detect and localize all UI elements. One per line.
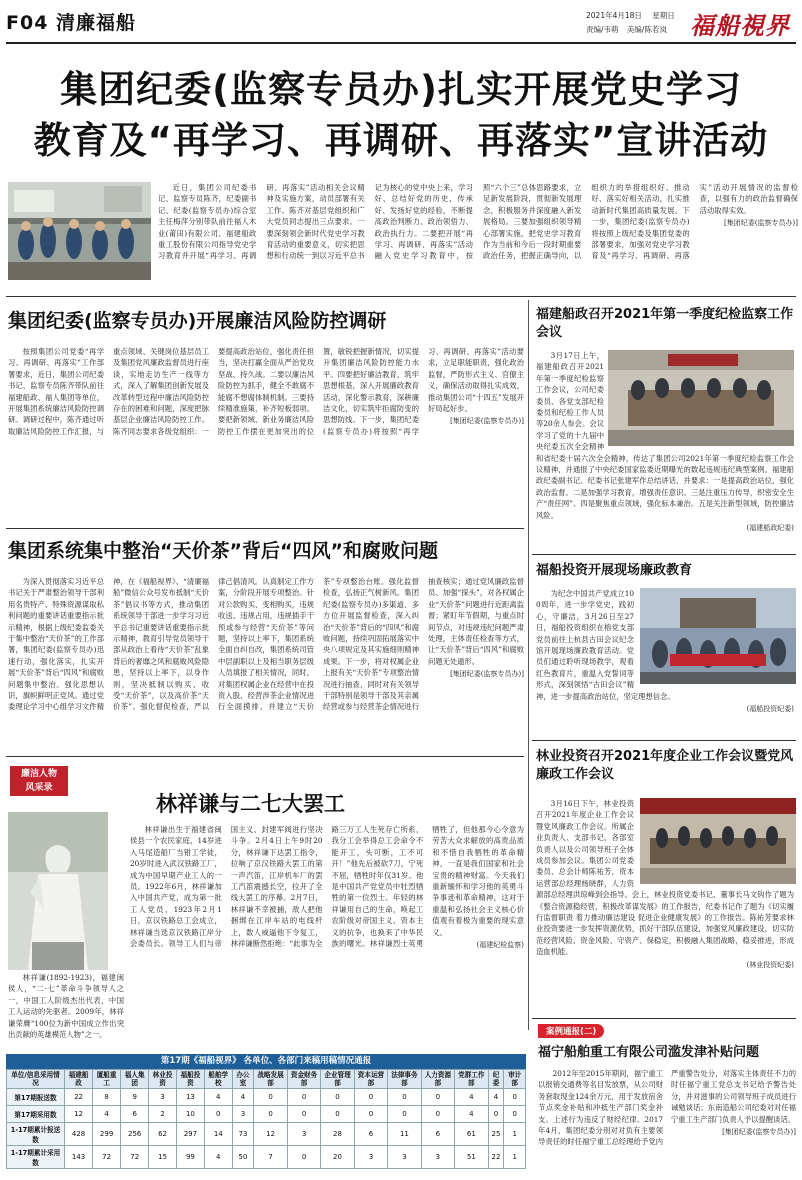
a6-body-text: 3月16日下午，林业投资召开2021年度企业工作会议暨党风廉政工作会议。所属企业负责人、支部书记、各部室负责人以及公司领导班子全体成员参加会议。集团公司党委委员、总会计师陈祐芳，资本运营部总经理杨晓群，人力资源部总经理洪琼峰到会指导。会上，林业投资党委书记、董事长马文钩作了题为《整合资源稳经营，积极改革谋发展》的工作报告，纪委书记作了题为《切实履行监督职责 着力推动廉洁建设 促进企业健康发展》的工作报告。陈祐芳要求林业投资要进一步发挥资源优势，抓好干部队伍建设，加强党风廉政建设，切实防范经营风险、资金风险、守资产、保稳定，积极融入集团战略，稳妥推进，形成造血机能。 xyxy=(536,799,794,957)
stats-cell: 0 xyxy=(321,1089,355,1106)
stats-cell: 0 xyxy=(287,1146,320,1169)
stats-cell: 0 xyxy=(488,1106,504,1123)
stats-cell: 2 xyxy=(149,1106,177,1123)
stats-header-row xyxy=(7,1070,526,1089)
stats-cell: 4 xyxy=(204,1146,232,1169)
stats-cell: 4 xyxy=(93,1106,121,1123)
brand-logo: 福船視界 xyxy=(690,11,790,40)
stats-cell: 28 xyxy=(321,1123,355,1146)
a3-title: 福建船政召开2021年第一季度纪检监察工作会议 xyxy=(536,307,794,340)
lead-title-line2: 教育及“再学习、再调研、再落实”宣讲活动 xyxy=(33,119,769,162)
divider-a3 xyxy=(532,554,796,555)
a2-body-text: 按照集团公司党委“再学习、再调研、再落实”工作部署要求，近日，集团公司纪委书记、监察专员陈齐带队前往福建船政、福人集团等单位，开展集团系统廉洁风险防控调研。调研过程中，陈齐通过听取廉洁风险防控工作汇报，与重点领域、关键岗位基层员工及集团党风廉政监督员进行座谈，实地走访生产一线等方式，深入了解集团创新发展及改革转型过程中廉洁风险防控存在的困难和问题，深度把脉基层企业廉洁风险防控工作。陈齐同志要求各级党组织：一要提高政治站位，强化责任担当，坚决打赢全面从严治党攻坚战、持久战。二要以廉洁风险防控为抓手，健全不敢腐不能腐不想腐体制机制。三要持续精准施策，补齐短板弱项。要把新领域、新业务廉洁风险防控工作摆在更加突出的位置，敏锐把握新情况，切实提升集团廉洁风险防控能力水平。四要把好廉洁教育，筑牢思想根基，深入开展廉政教育活动，深化警示教育，深耕廉洁文化，切实筑牢拒腐防变的思想防线。下一步，集团纪委(监察专员办)将按照“再学习、再调研、再落实”活动要求，立足职能职责，强化政治监督，严防形式主义、官僚主义，确保活动取得扎实成效，推动集团公司“十四五”发展开好局起好步。 xyxy=(8,347,524,436)
vrule-right xyxy=(528,300,529,1030)
stats-cell: 428 xyxy=(65,1123,93,1146)
stats-cell: 7 xyxy=(254,1146,288,1169)
stats-cell: 0 xyxy=(421,1089,454,1106)
stats-cell: 4 xyxy=(455,1106,489,1123)
stats-cell: 3 xyxy=(388,1146,422,1169)
stats-cell: 10 xyxy=(176,1106,204,1123)
a4-body xyxy=(8,576,524,748)
stats-header-cell: 办公室 xyxy=(232,1070,254,1089)
stats-cell: 0 xyxy=(388,1089,422,1106)
a7-tag-line2: 风采录 xyxy=(25,783,53,793)
stats-cell: 25 xyxy=(488,1123,504,1146)
a4-body-text: 为深入贯彻落实习近平总书记关于严肃整治领导干部利用名贵特产、特殊资源谋取私利问题的重要讲话重要指示批示精神，根据上级纪委监委关于集中整治“天价茶”的工作部署，集团纪委(监察专员办)迅速行动，强化落实，扎实开展“天价茶”背后“四风”和腐败问题集中整治。强化思想认识，旗帜鲜明正党风。通过党委理论学习中心组学习文件精神，在《福船视界》、“清廉福船”微信公众号发布抵制“天价茶”倡议书等方式，推动集团系统领导干部进一步学习习近平总书记重要讲话重要指示批示精神，教育引导党员领导干部从政治上看待“天价茶”乱象背后的奢靡之风和腐败风险隐患，坚持以上率下，以身作则，坚决抵制以购买、收受“天价茶”，以及高价茶“天价茶”。强化督促检查，严以律己倡清风。认真制定工作方案，分阶段开展专项整治。针对公款购买、变相购买，违规收送、违规占用，违规插手干预或参与经营“天价茶”等问题，坚持以上率下，集团系统全面自纠自改，集团系统司管中层副职以上及相当职务层级人员填报了相关情况，同时，对集团权属企业在经营中在投资入股、经营涉茶企业情况进行全面摸排，并建立“天价茶”专项整治台账。强化监督检查，弘扬正气树新风。集团纪委(监察专员办)多渠道、多方位开展监督检查，深入纠治“天价茶”背后的“四风”和腐败问题，持续巩固拓展落实中央八项规定及其实施细则精神成果。下一步，将对权属企业上报有关“天价茶”专项整治情况进行抽查，同时对有关领导干部特别是领导干部及其亲属经营或参与经营茶企情况进行抽查核实；通过党风廉政监督员、加强“探头”，对各权属企业“天价茶”问题进行近距离监督；紧盯年节假期，与重点时间节点，对违规违纪问题严肃处理，主体责任检查等方式，让“天价茶”背后“四风”和腐败问题无处遁形。 xyxy=(8,577,524,712)
stats-cell: 4 xyxy=(488,1089,504,1106)
editors xyxy=(586,24,667,35)
a2-source: [集团纪委(监察专员办)] xyxy=(450,417,524,426)
stats-cell: 11 xyxy=(388,1123,422,1146)
a3-float-spacer xyxy=(604,350,794,450)
stats-cell: 72 xyxy=(121,1146,149,1169)
a8-title: 福宁船舶重工有限公司滥发津补贴问题 xyxy=(538,1045,760,1060)
stats-cell: 3 xyxy=(149,1089,177,1106)
stats-cell: 143 xyxy=(65,1146,93,1169)
stats-cell: 3 xyxy=(354,1146,387,1169)
stats-header-cell: 资本运营部 xyxy=(354,1070,387,1089)
lead-headline xyxy=(0,64,802,166)
stats-row-label: 第17期报送数 xyxy=(7,1089,65,1106)
a3-body xyxy=(536,350,794,548)
stats-cell: 0 xyxy=(287,1106,320,1123)
stats-cell: 256 xyxy=(121,1123,149,1146)
stats-title: 第17期《福船视界》 各单位、各部门来稿用稿情况通报 xyxy=(6,1054,526,1069)
lead-photo xyxy=(8,182,151,280)
stats-cell: 22 xyxy=(488,1146,504,1169)
stats-cell: 9 xyxy=(121,1089,149,1106)
stats-cell: 297 xyxy=(176,1123,204,1146)
stats-cell: 299 xyxy=(93,1123,121,1146)
a6-body xyxy=(536,798,794,1010)
divider-a2 xyxy=(6,528,524,529)
stats-cell: 72 xyxy=(93,1146,121,1169)
a5-source: (福船投资纪委) xyxy=(746,705,794,714)
stats-header-cell: 福人集团 xyxy=(121,1070,149,1089)
a7-tag xyxy=(10,766,68,796)
divider-a5 xyxy=(532,740,796,741)
stats-cell: 13 xyxy=(176,1089,204,1106)
designer-text: 美编/陈若岚 xyxy=(626,25,667,34)
stats-cell: 3 xyxy=(232,1106,254,1123)
stats-header-cell: 单位/信息采用情况 xyxy=(7,1070,65,1089)
stats-cell: 0 xyxy=(254,1089,288,1106)
table-row xyxy=(7,1146,526,1169)
stats-cell: 4 xyxy=(204,1089,232,1106)
a7-caption-text: 林祥谦(1892-1923)，福建闽侯人，“二·七”革命斗争领导人之一，中国工人阶级杰出代表，中国工人运动的先驱者。2009年，林祥谦荣膺“100位为新中国成立作出突出贡献的英雄模范人物”之一。 xyxy=(8,973,124,1040)
stats-cell: 12 xyxy=(254,1123,288,1146)
stats-header-cell: 福船投资 xyxy=(176,1070,204,1089)
stats-cell: 73 xyxy=(232,1123,254,1146)
a4-title: 集团系统集中整治“天价茶”背后“四风”和腐败问题 xyxy=(8,540,438,562)
stats-row-label: 第17期采用数 xyxy=(7,1106,65,1123)
table-row xyxy=(7,1106,526,1123)
stats-cell: 6 xyxy=(421,1123,454,1146)
a5-title: 福船投资开展现场廉政教育 xyxy=(536,563,693,578)
stats-cell: 0 xyxy=(388,1106,422,1123)
a6-float-spacer xyxy=(634,798,794,886)
a4-source: [集团纪委(监察专员办)] xyxy=(450,670,524,679)
a8-body-text: 2012年至2015年期间，福宁重工以报销交通费等名目发放票，从公司财务套取现金124余万元，用于发放宿舍节点奖金补贴和冲抵生产部门奖金补支。上述行为违反了财经纪律。2017年4月，集团纪委分别对对负有主要领导责任的时任福宁重工总经理给予党内严重警告处分，对落实主体责任不力的时任福宁重工党总支书记给予警告处分，并对滋事的公司领导班子成员进行诫勉谈话；东南造船公司纪委对对任福宁重工生产部门负责人予以提醒谈话。 xyxy=(538,1069,796,1147)
stats-panel xyxy=(6,1054,526,1176)
a7-caption xyxy=(8,972,124,1040)
stats-cell: 3 xyxy=(421,1146,454,1169)
section-title: F04 清廉福船 xyxy=(6,12,137,34)
stats-cell: 4 xyxy=(455,1089,489,1106)
masthead-rule xyxy=(6,42,796,44)
stats-table xyxy=(6,1069,526,1169)
stats-cell: 99 xyxy=(176,1146,204,1169)
stats-cell: 0 xyxy=(421,1106,454,1123)
stats-cell: 0 xyxy=(287,1089,320,1106)
a7-body-text: 林祥谦出生于福建省闽侯县一个农民家庭，14岁进入马尾造船厂当钳工学徒，20岁时进入武汉铁路工厂，成为中国早期产业工人的一员。1922年6月，林祥谦加入中国共产党，成为第一批工人党员。1923年2月1日，京汉铁路总工会成立，林祥谦当选京汉铁路江岸分会委员长。领导工人们与帝国主义、封建军阀进行坚决斗争。2月4日上午9时20分，林祥谦下达罢工指令，拉响了京汉铁路大罢工的第一声汽笛，江岸机车厂的罢工汽笛震撼长空，拉开了全线大罢工的序幕。2月7日，林祥谦不幸被捕，敌人把他捆绑在江岸车站的电线杆上，数人威逼他下令复工，林祥谦断然拒绝：“此事为全路三万工人生死存亡所系，我分工会举得总工会命令不能开工，头可断，工不可开！”他先后被砍7刀，宁死不屈，牺牲时年仅31岁。他是中国共产党党员中牡烈牺牲的第一位烈士。年轻的林祥谦用自己的生命，唤起工农阶级对帝国主义、资本主义的抗争，也换来了中华民族的曙光。林祥谦烈士英勇牺牲了，但他那今心令意为劳苦大众求解放的高贵品质和不惜自我牺牲的革命精神，一直是我们国家和社会宝贵的精神财富。今天我们重新缅怀和学习他的英勇斗争事迹和革命精神，这对于重温和弘扬社会主义核心价值观有着极为重要的现实意义。 xyxy=(130,825,524,949)
stats-header-cell: 党群工作部 xyxy=(455,1070,489,1089)
divider-lead xyxy=(6,296,796,297)
stats-cell: 0 xyxy=(204,1106,232,1123)
a8-tag: 案例通报(二) xyxy=(538,1024,604,1038)
lead-title-line1: 集团纪委(监察专员办)扎实开展党史学习 xyxy=(60,68,742,111)
weekday-text: 星期日 xyxy=(652,11,675,20)
stats-header-cell: 纪委 xyxy=(488,1070,504,1089)
a6-source: (林业投资纪委) xyxy=(746,960,794,969)
stats-cell: 3 xyxy=(287,1123,320,1146)
stats-cell: 4 xyxy=(232,1089,254,1106)
stats-cell: 0 xyxy=(354,1106,387,1123)
a8-source: [集团纪委(监察专员办)] xyxy=(722,1128,796,1137)
a5-body xyxy=(536,588,794,732)
stats-cell: 6 xyxy=(121,1106,149,1123)
stats-header-cell: 企业管理部 xyxy=(321,1070,355,1089)
stats-header-cell: 人力资源部 xyxy=(421,1070,454,1089)
stats-table-body xyxy=(7,1089,526,1169)
a6-title: 林业投资召开2021年度企业工作会议暨党风廉政工作会议 xyxy=(536,749,794,782)
stats-cell: 62 xyxy=(149,1123,177,1146)
table-row xyxy=(7,1123,526,1146)
divider-a6 xyxy=(532,1018,796,1019)
stats-header-cell: 林业投资 xyxy=(149,1070,177,1089)
stats-header-cell: 战略发展部 xyxy=(254,1070,288,1089)
stats-cell: 6 xyxy=(354,1123,387,1146)
stats-cell: 51 xyxy=(455,1146,489,1169)
stats-header-cell: 资金财务部 xyxy=(287,1070,320,1089)
stats-cell: 20 xyxy=(321,1146,355,1169)
stats-cell: 22 xyxy=(65,1089,93,1106)
lead-body-text: 近日，集团公司纪委书记、监察专员陈齐，纪委副书记、纪委(监察专员办)综合室主任梅萍分别带队前往福人木业(莆田)有限公司、福建船政重工股份有限公司指导党史学习教育并开展“再学习、再调研、再落实”活动相关会议精神及实施方案，动员部署有关工作。陈齐对基层党组织和广大党员同志提出三点要求。一要深刻领会新时代党史学习教育活动的重要意义，切实把思想和行动统一到以习近平总书记为核心的党中央上来，学习好、总结好党的历史，传承好、发扬好党的经验，不断提高政治判断力、政治领悟力、政治执行力。二要把开展“再学习、再调研、再落实”活动融入党史学习教育中，按照“六个三”总体思路要求，立足新发展阶段，贯彻新发展理念，积极服务并深度融入新发展格局。三要加强组织领导精心部署实施，把党史学习教育作为当前和今后一段时期重要政治任务，把握正确导向，以组织力的举措组织好、推动好、落实好相关活动，扎实推动新时代集团高质量发展。下一步，集团纪委(监察专员办)将按照上级纪委及集团党委的部署要求，加强对党史学习教育及“再学习、再调研、再落实”活动开展情况的监督检查，以强有力的政治监督确保活动取得实效。 xyxy=(158,183,798,261)
stats-cell: 0 xyxy=(504,1106,526,1123)
table-row xyxy=(7,1089,526,1106)
a7-source: (福建纪检监察) xyxy=(476,941,524,950)
issue-date xyxy=(586,10,675,21)
stats-cell: 0 xyxy=(321,1106,355,1123)
stats-row-label: 1-17期累计报送数 xyxy=(7,1123,65,1146)
lead-source: [集团纪委(监察专员办)] xyxy=(724,219,798,228)
a7-title: 林祥谦与二七大罢工 xyxy=(156,792,345,816)
stats-header-cell: 厦船重工 xyxy=(93,1070,121,1089)
stats-cell: 1 xyxy=(504,1146,526,1169)
a3-source: (福建船政纪委) xyxy=(746,524,794,533)
stats-row-label: 1-17期累计采用数 xyxy=(7,1146,65,1169)
stats-header-cell: 船舶学校 xyxy=(204,1070,232,1089)
stats-header-cell: 审计部 xyxy=(504,1070,526,1089)
stats-cell: 50 xyxy=(232,1146,254,1169)
a5-body-text: 为纪念中国共产党成立100周年，进一步学党史，践初心，守廉洁，3月26日至27日，福船投资组织在榕党支部党员前往上杭县古田会议纪念馆开展现场廉政教育活动。党员们通过聆听现场教学，观看红色教育片，重温入党誓词等形式，深刻领悟“古田会议”精神，进一步提高政治站位，坚定理想信念。 xyxy=(536,589,675,701)
stats-cell: 14 xyxy=(204,1123,232,1146)
date-text: 2021年4月18日 xyxy=(586,11,642,20)
stats-header-cell: 福建船政 xyxy=(65,1070,93,1089)
a7-body xyxy=(130,824,524,1040)
stats-cell: 0 xyxy=(254,1106,288,1123)
stats-cell: 0 xyxy=(354,1089,387,1106)
editor-text: 责编/韦萌 xyxy=(586,25,619,34)
a8-body xyxy=(538,1068,796,1176)
stats-cell: 1 xyxy=(504,1123,526,1146)
stats-cell: 15 xyxy=(149,1146,177,1169)
a7-tag-line1: 廉洁人物 xyxy=(20,769,57,779)
stats-cell: 8 xyxy=(93,1089,121,1106)
divider-a4 xyxy=(6,756,524,757)
a7-portrait xyxy=(8,812,108,970)
lead-body xyxy=(158,182,798,282)
a5-float-spacer xyxy=(634,588,794,686)
a2-body xyxy=(8,346,524,518)
a3-body-text: 3月17日上午，福建船政召开2021年第一季度纪检监察工作会议，公司纪委委员、各党支部纪检委员和纪检工作人员等20余人参会。会议学习了党的十九届中央纪委五次全会精神和省纪委十届六次全会精神，传达了集团公司2021年第一季度纪检监察工作会议精神，并通报了中央纪委国家监委近期曝光的数起违规违纪典型案例。福建船政纪委副书记、纪委书记张建军作总结讲话，并要求：一是提高政治站位，强化政治监督。二是加强学习教育，增强责任意识。三是注重压力传导，织密安全生产“责任网”。四是聚焦重点领域，强化标本兼治。五是关注新型领域，防控廉洁风险。 xyxy=(536,351,794,520)
stats-cell: 12 xyxy=(65,1106,93,1123)
stats-header-cell: 法律事务部 xyxy=(388,1070,422,1089)
a2-title: 集团纪委(监察专员办)开展廉洁风险防控调研 xyxy=(8,310,387,332)
stats-cell: 0 xyxy=(504,1089,526,1106)
stats-cell: 61 xyxy=(455,1123,489,1146)
